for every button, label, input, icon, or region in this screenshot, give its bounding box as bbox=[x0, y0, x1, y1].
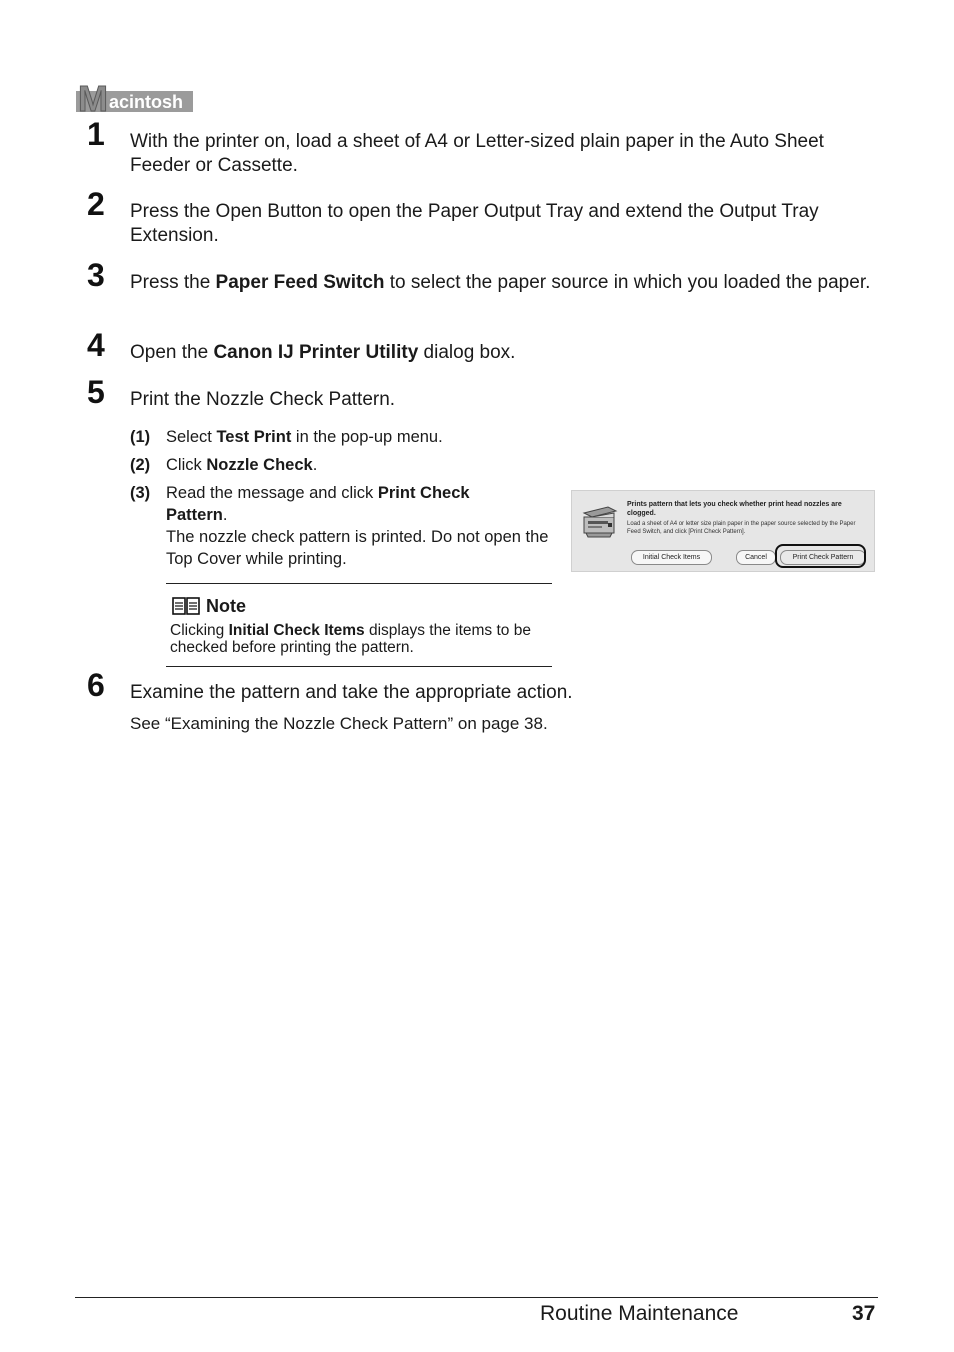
see-also-reference: See “Examining the Nozzle Check Pattern” on page 38. bbox=[130, 714, 548, 733]
step-text: Press the Open Button to open the Paper Output Tray and extend the Output Tray Extension. bbox=[130, 201, 819, 246]
step-number: 5 bbox=[87, 374, 105, 410]
substep-label: (2) bbox=[130, 456, 151, 474]
substep-text: Click Nozzle Check. bbox=[166, 456, 318, 474]
note-body: Clicking Initial Check Items displays the items to be checked before printing the pattern. bbox=[170, 622, 531, 656]
macintosh-badge bbox=[76, 78, 193, 119]
note-box bbox=[166, 583, 552, 667]
substep-text: Select Test Print in the pop-up menu. bbox=[166, 428, 443, 446]
footer-section-title: Routine Maintenance bbox=[540, 1302, 739, 1325]
step-number: 3 bbox=[87, 257, 105, 293]
substep-label: (1) bbox=[130, 428, 151, 446]
printer-icon bbox=[580, 503, 620, 543]
step-number: 6 bbox=[87, 667, 105, 703]
badge-initial: M bbox=[78, 78, 108, 119]
footer-rule bbox=[75, 1297, 878, 1298]
dialog-message: Load a sheet of A4 or letter size plain paper in the paper source selected by the Paper Feed Switch, and click [Print Check Pattern]. bbox=[627, 521, 856, 535]
initial-check-items-button[interactable]: Initial Check Items bbox=[631, 550, 712, 565]
dialog-title: Prints pattern that lets you check whether print head nozzles are clogged. bbox=[627, 501, 842, 517]
highlight-outline bbox=[775, 544, 866, 568]
step-text: Press the Paper Feed Switch to select the paper source in which you loaded the paper. bbox=[130, 272, 871, 293]
step-text: With the printer on, load a sheet of A4 or Letter-sized plain paper in the Auto Sheet Feeder or Cassette. bbox=[130, 131, 824, 176]
step-number: 2 bbox=[87, 186, 105, 222]
step-number: 4 bbox=[87, 327, 105, 363]
note-heading: Note bbox=[172, 596, 246, 616]
substep-text: Read the message and click Print Check Pattern. bbox=[166, 484, 470, 524]
step-text: Open the Canon IJ Printer Utility dialog box. bbox=[130, 342, 516, 363]
bold-term: Paper Feed Switch bbox=[215, 272, 385, 293]
bold-term: Canon IJ Printer Utility bbox=[213, 342, 419, 363]
page-number: 37 bbox=[852, 1302, 876, 1325]
book-icon bbox=[172, 597, 200, 615]
print-check-pattern-button[interactable]: Print Check Pattern bbox=[780, 550, 866, 565]
step-number: 1 bbox=[87, 116, 105, 152]
substep-extra: The nozzle check pattern is printed. Do not open the Top Cover while printing. bbox=[166, 528, 549, 568]
cancel-button[interactable]: Cancel bbox=[736, 550, 776, 565]
substep-label: (3) bbox=[130, 484, 151, 502]
step-text: Examine the pattern and take the appropriate action. bbox=[130, 682, 573, 703]
step-text: Print the Nozzle Check Pattern. bbox=[130, 389, 396, 410]
badge-text: acintosh bbox=[109, 92, 184, 112]
